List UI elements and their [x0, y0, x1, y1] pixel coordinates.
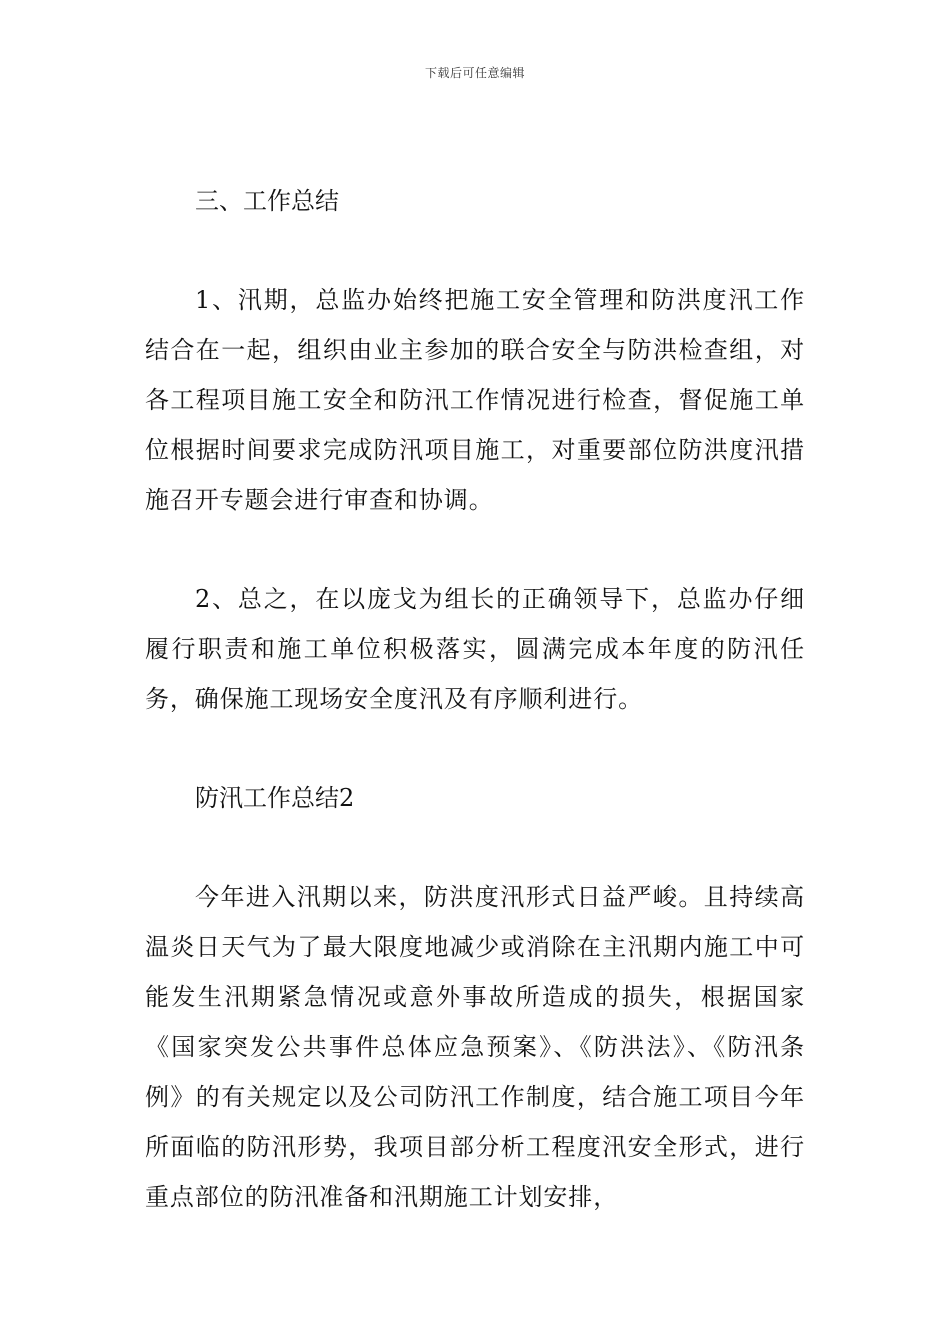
paragraph-1: 1、汛期，总监办始终把施工安全管理和防洪度汛工作结合在一起，组织由业主参加的联合安全与防洪检查组，对各工程项目施工安全和防汛工作情况进行检查，督促施工单位根据时间要求完成防汛项目施工，对重要部位防洪度汛措施召开专题会进行审查和协调。 [145, 286, 805, 514]
paragraph-3: 今年进入汛期以来，防洪度汛形式日益严峻。且持续高温炎日天气为了最大限度地减少或消除在主汛期内施工中可能发生汛期紧急情况或意外事故所造成的损失，根据国家《国家突发公共事件总体应急预案》、《防洪法》、《防汛条例》的有关规定以及公司防汛工作制度，结合施工项目今年所面临的防汛形势，我项目部分析工程度汛安全形式，进行重点部位的防汛准备和汛期施工计划安排， [145, 883, 805, 1211]
header-note: 下载后可任意编辑 [424, 66, 525, 80]
document-body [145, 176, 805, 1271]
document-subtitle: 防汛工作总结2 [195, 784, 355, 812]
section-heading: 三、工作总结 [195, 187, 339, 215]
paragraph-2: 2、总之，在以庞戈为组长的正确领导下，总监办仔细履行职责和施工单位积极落实，圆满完成本年度的防汛任务，确保施工现场安全度汛及有序顺利进行。 [145, 585, 805, 713]
